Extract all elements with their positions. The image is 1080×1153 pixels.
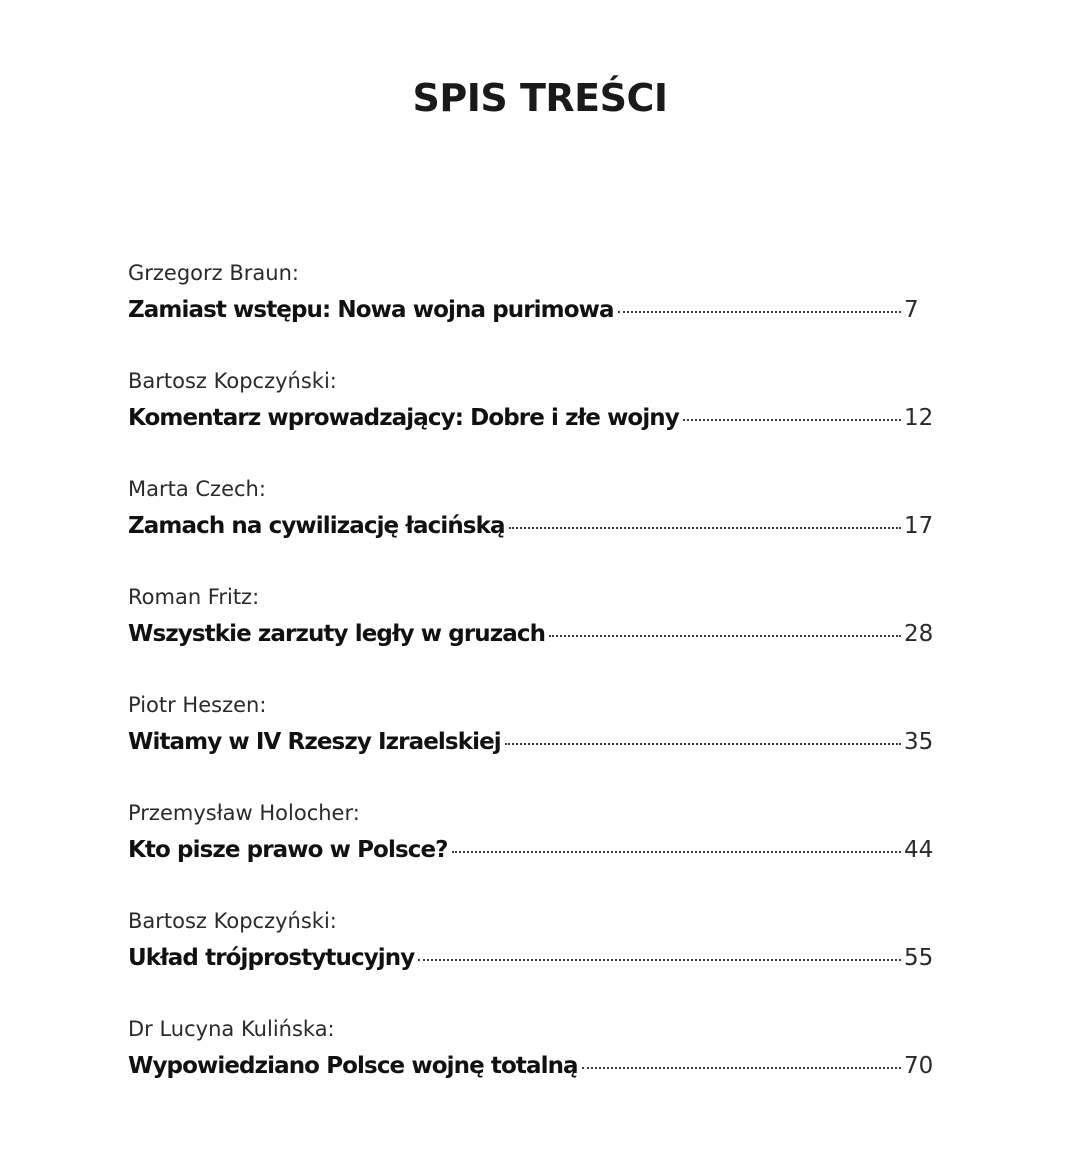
toc-entry bbox=[128, 1012, 938, 1120]
toc-chapter-title: Zamach na cywilizację łacińską bbox=[128, 513, 505, 539]
toc-page-number: 44 bbox=[904, 837, 934, 863]
toc-page-number: 12 bbox=[904, 405, 934, 431]
toc-line bbox=[128, 1046, 938, 1086]
toc-author: Grzegorz Braun: bbox=[128, 261, 299, 285]
toc-page-number: 28 bbox=[904, 621, 934, 647]
toc-author: Dr Lucyna Kulińska: bbox=[128, 1017, 335, 1041]
toc-dot-leader bbox=[618, 311, 901, 313]
toc-entry bbox=[128, 796, 938, 904]
toc-dot-leader bbox=[582, 1067, 901, 1069]
toc-chapter-title: Zamiast wstępu: Nowa wojna purimowa bbox=[128, 297, 614, 323]
toc-page-number: 55 bbox=[904, 945, 934, 971]
toc-author: Marta Czech: bbox=[128, 477, 266, 501]
toc-dot-leader bbox=[505, 743, 901, 745]
toc-line bbox=[128, 290, 938, 330]
toc-dot-leader bbox=[452, 851, 901, 853]
toc-page-number: 35 bbox=[904, 729, 934, 755]
toc-page-number: 70 bbox=[904, 1053, 934, 1079]
toc-entry bbox=[128, 580, 938, 688]
toc-author: Bartosz Kopczyński: bbox=[128, 909, 337, 933]
toc-page-number: 7 bbox=[904, 297, 919, 323]
toc-author: Przemysław Holocher: bbox=[128, 801, 360, 825]
toc-chapter-title: Komentarz wprowadzający: Dobre i złe wojny bbox=[128, 405, 679, 431]
toc-author: Bartosz Kopczyński: bbox=[128, 369, 337, 393]
toc-chapter-title: Kto pisze prawo w Polsce? bbox=[128, 837, 448, 863]
toc-entry bbox=[128, 364, 938, 472]
toc-author: Roman Fritz: bbox=[128, 585, 260, 609]
toc-dot-leader bbox=[509, 527, 901, 529]
toc-chapter-title: Wypowiedziano Polsce wojnę totalną bbox=[128, 1053, 578, 1079]
toc-chapter-title: Witamy w IV Rzeszy Izraelskiej bbox=[128, 729, 501, 755]
toc-entry bbox=[128, 904, 938, 1012]
toc-line bbox=[128, 506, 938, 546]
toc-dot-leader bbox=[418, 959, 901, 961]
toc-page-number: 17 bbox=[904, 513, 934, 539]
toc-entry bbox=[128, 472, 938, 580]
toc-line bbox=[128, 938, 938, 978]
toc-line bbox=[128, 614, 938, 654]
page-title: SPIS TREŚCI bbox=[412, 76, 668, 120]
toc-author: Piotr Heszen: bbox=[128, 693, 267, 717]
toc-dot-leader bbox=[683, 419, 901, 421]
toc-dot-leader bbox=[549, 635, 901, 637]
toc-line bbox=[128, 398, 938, 438]
toc-entry bbox=[128, 256, 938, 364]
toc-chapter-title: Układ trójprostytucyjny bbox=[128, 945, 415, 971]
toc-line bbox=[128, 830, 938, 870]
toc-line bbox=[128, 722, 938, 762]
toc-list bbox=[128, 256, 938, 1120]
toc-chapter-title: Wszystkie zarzuty legły w gruzach bbox=[128, 621, 546, 647]
toc-entry bbox=[128, 688, 938, 796]
